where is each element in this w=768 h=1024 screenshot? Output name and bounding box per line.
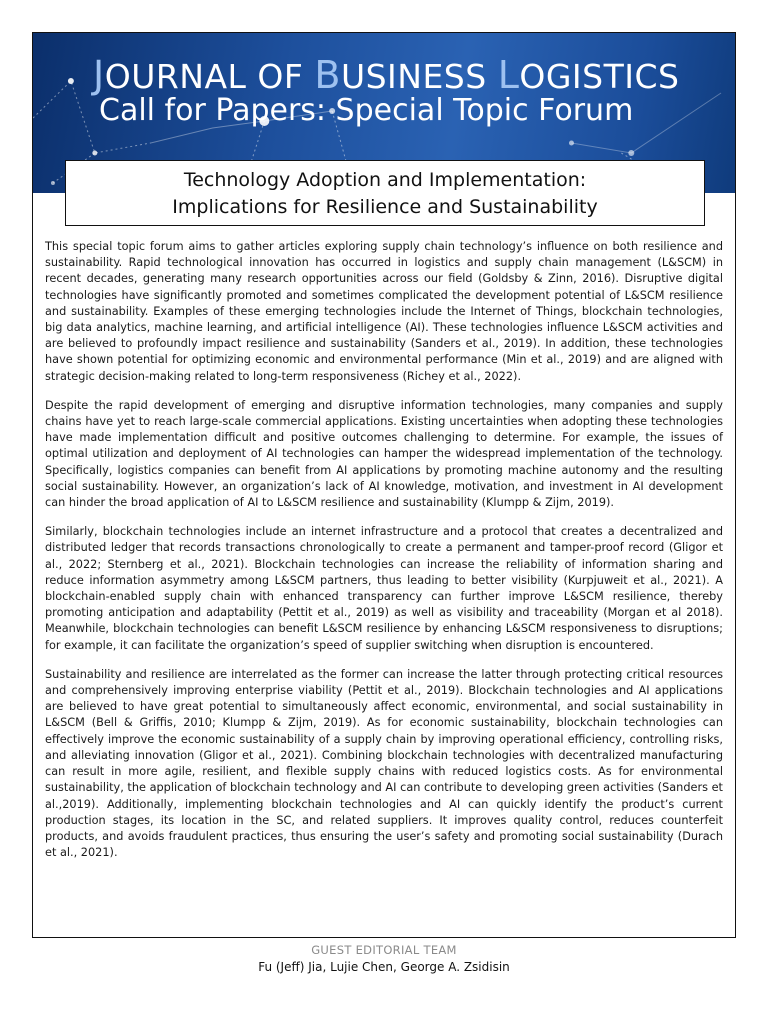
journal-title [93, 53, 679, 97]
topic-title-line-2: Implications for Resilience and Sustainability [172, 196, 598, 218]
journal-title-part: USINESS [340, 57, 498, 96]
paragraph: Similarly, blockchain technologies include an internet infrastructure and a protocol that creates a decentralized and distributed ledger that records transactions chronologically to create a permanent and tamper-proof record (Gligor et al., 2022; Sternberg et al., 2021). Blockchain technologies can increase the reliability of information sharing and reduce information asymmetry among L&SCM partners, thus leading to better visibility (Kurpjuweit et al., 2021). A blockchain-enabled supply chain with enhanced transparency can further improve L&SCM resilience, thereby promoting anticipation and adaptability (Pettit et al., 2019) as well as visibility and traceability (Morgan et al 2018). Meanwhile, blockchain technologies can benefit L&SCM resilience by enhancing L&SCM responsiveness to disruptions; for example, it can facilitate the organization’s speed of supplier switching when disruption is encountered. [45, 525, 723, 652]
journal-title-part: B [314, 53, 341, 97]
journal-title-part: L [497, 53, 520, 97]
body-text [45, 239, 723, 874]
journal-title-part: OURNAL OF [104, 57, 315, 96]
paragraph: Despite the rapid development of emerging and disruptive information technologies, many companies and supply chains have yet to reach large-scale commercial applications. Existing uncertainties when adopting these technologies have made implementation difficult and positive outcomes challenging to determine. For example, the issues of optimal utilization and deployment of AI technologies can hamper the widespread implementation of the technology. Specifically, logistics companies can benefit from AI applications by promoting machine autonomy and the resulting social sustainability. However, an organization’s lack of AI knowledge, motivation, and investment in AI development can hinder the broad application of AI to L&SCM resilience and sustainability (Klumpp & Zijm, 2019). [45, 398, 723, 510]
call-for-papers-subtitle: Call for Papers: Special Topic Forum [99, 93, 634, 128]
journal-title-part: J [93, 53, 105, 97]
paragraph: This special topic forum aims to gather articles exploring supply chain technology’s influence on both resilience and sustainability. Rapid technological innovation has occurred in logistics and supply chain management (L&SCM) in recent decades, generating many research opportunities across our field (Goldsby & Zinn, 2016). Disruptive digital technologies have significantly promoted and sometimes complicated the development potential of L&SCM resilience and sustainability. Examples of these emerging technologies include the Internet of Things, blockchain technologies, big data analytics, machine learning, and artificial intelligence (AI). These technologies influence L&SCM activities and are believed to profoundly impact resilience and sustainability (Sanders et al., 2019). In addition, these technologies have shown potential for optimizing economic and environmental performance (Min et al., 2019) and are aligned with strategic decision-making related to long-term responsiveness (Richey et al., 2022). [45, 240, 723, 383]
topic-title-line-1: Technology Adoption and Implementation: [183, 169, 587, 191]
flyer-frame [32, 32, 736, 938]
paragraph: Sustainability and resilience are interrelated as the former can increase the latter through protecting critical resources and comprehensively improving enterprise viability (Pettit et al., 2019). Blockchain technologies and AI applications are believed to have great potential to simultaneously affect economic, environmental, and social sustainability in L&SCM (Bell & Griffis, 2010; Klumpp & Zijm, 2019). As for economic sustainability, blockchain technologies can effectively improve the economic sustainability of a supply chain by improving operational efficiency, controlling risks, and alleviating innovation (Gligor et al., 2021). Combining blockchain technologies with decentralized manufacturing can result in more agile, resilient, and flexible supply chains with reduced logistics costs. As for environmental sustainability, the application of blockchain technology and AI can contribute to developing green activities (Sanders et al.,2019). Additionally, implementing blockchain technologies and AI can quickly identify the product’s current production stages, its location in the SC, and related suppliers. It improves quality control, reduces counterfeit products, and avoids fraudulent practices, thus ensuring the user’s safety and promoting social sustainability (Durach et al., 2021). [45, 667, 723, 860]
footer [0, 942, 768, 976]
editor-names: Fu (Jeff) Jia, Lujie Chen, George A. Zsidisin [258, 960, 510, 974]
topic-title-box [65, 160, 705, 226]
journal-title-part: OGISTICS [519, 57, 680, 96]
guest-editorial-team-label: GUEST EDITORIAL TEAM [311, 943, 457, 957]
